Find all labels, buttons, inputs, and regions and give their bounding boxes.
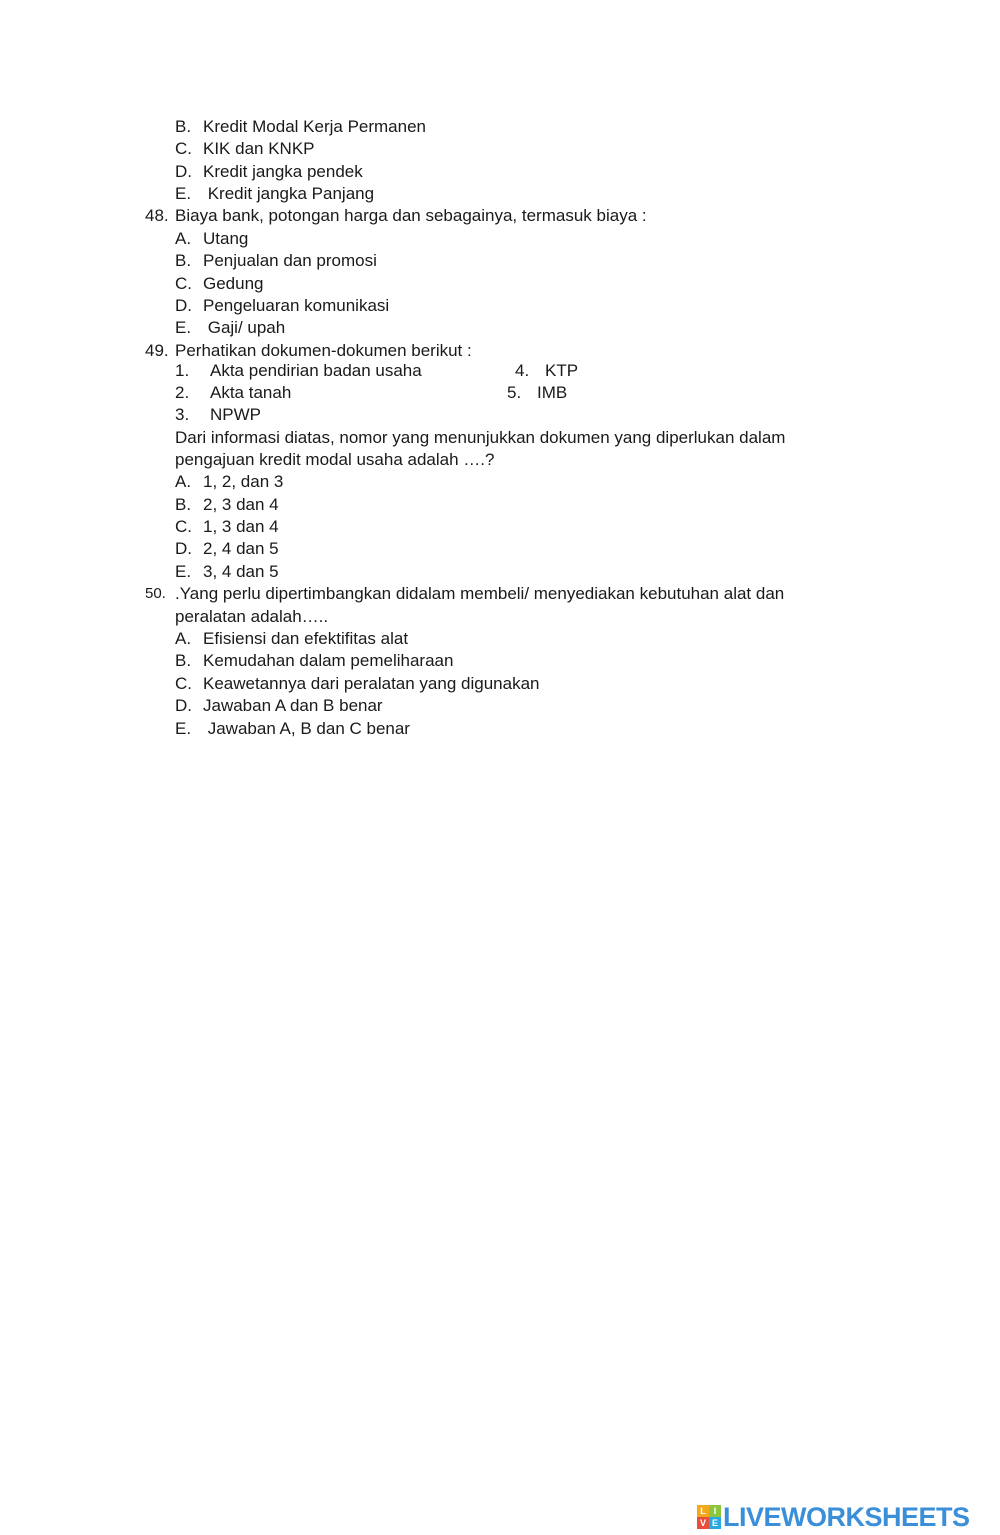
option-text: 3, 4 dan 5 bbox=[203, 562, 279, 581]
option-text: Gaji/ upah bbox=[203, 318, 286, 337]
question-number: 48. bbox=[145, 206, 169, 225]
q48-option-b bbox=[175, 250, 377, 272]
option-letter: B. bbox=[175, 495, 192, 514]
q48-option-a bbox=[175, 228, 248, 250]
option-text: Kredit Modal Kerja Permanen bbox=[203, 117, 427, 136]
option-letter: B. bbox=[175, 651, 192, 670]
question-text: Perhatikan dokumen-dokumen berikut : bbox=[175, 341, 472, 360]
option-text: Kredit jangka pendek bbox=[203, 162, 363, 181]
option-text: Jawaban A, B dan C benar bbox=[203, 719, 410, 738]
option-text: KIK dan KNKP bbox=[203, 139, 315, 158]
q48-option-d bbox=[175, 295, 389, 317]
option-letter: B. bbox=[175, 117, 192, 136]
doc-number: 4. bbox=[515, 361, 530, 380]
question-text: Biaya bank, potongan harga dan sebagainya, termasuk biaya : bbox=[175, 206, 647, 225]
option-text: Jawaban A dan B benar bbox=[203, 696, 383, 715]
logo-tile: E bbox=[709, 1517, 721, 1529]
question-number: 50. bbox=[145, 585, 166, 602]
option-text: 2, 3 dan 4 bbox=[203, 495, 279, 514]
prev-option-b bbox=[175, 116, 426, 138]
option-text: Keawetannya dari peralatan yang digunakan bbox=[203, 674, 540, 693]
doc-text: Akta pendirian badan usaha bbox=[210, 361, 422, 380]
q50-option-b bbox=[175, 650, 453, 672]
option-letter: D. bbox=[175, 296, 192, 315]
option-letter: C. bbox=[175, 517, 192, 536]
q50-option-a bbox=[175, 628, 408, 650]
option-letter: A. bbox=[175, 229, 192, 248]
option-letter: D. bbox=[175, 539, 192, 558]
option-text: Kemudahan dalam pemeliharaan bbox=[203, 651, 454, 670]
q50-option-c bbox=[175, 673, 539, 695]
option-text: Gedung bbox=[203, 274, 264, 293]
option-letter: A. bbox=[175, 629, 192, 648]
option-text: 2, 4 dan 5 bbox=[203, 539, 279, 558]
option-text: Penjualan dan promosi bbox=[203, 251, 377, 270]
option-text: Pengeluaran komunikasi bbox=[203, 296, 390, 315]
q49-doc-2 bbox=[175, 382, 291, 404]
option-letter: B. bbox=[175, 251, 192, 270]
option-letter: C. bbox=[175, 274, 192, 293]
option-letter: C. bbox=[175, 674, 192, 693]
option-text: 1, 2, dan 3 bbox=[203, 472, 284, 491]
doc-number: 5. bbox=[507, 383, 522, 402]
option-letter: E. bbox=[175, 318, 192, 337]
option-text: Utang bbox=[203, 229, 249, 248]
doc-text: KTP bbox=[545, 361, 579, 380]
question-text-line-1: .Yang perlu dipertimbangkan didalam membeli/ menyediakan kebutuhan alat dan bbox=[175, 584, 785, 603]
option-letter: E. bbox=[175, 562, 192, 581]
option-letter: D. bbox=[175, 696, 192, 715]
doc-text: Akta tanah bbox=[210, 383, 292, 402]
doc-number: 1. bbox=[175, 361, 190, 380]
doc-text: IMB bbox=[537, 383, 568, 402]
question-number: 49. bbox=[145, 341, 169, 360]
option-letter: E. bbox=[175, 184, 192, 203]
q48-option-e bbox=[175, 317, 285, 339]
q49-doc-5 bbox=[507, 382, 567, 404]
logo-text: LIVEWORKSHEETS bbox=[723, 1501, 970, 1532]
option-text: Kredit jangka Panjang bbox=[203, 184, 375, 203]
logo-tile: V bbox=[697, 1517, 709, 1529]
doc-text: NPWP bbox=[210, 405, 261, 424]
q49-doc-4 bbox=[515, 360, 578, 382]
q50-option-d bbox=[175, 695, 383, 717]
liveworksheets-logo[interactable] bbox=[697, 1502, 970, 1532]
q49-doc-1 bbox=[175, 360, 422, 382]
q49-option-b bbox=[175, 494, 279, 516]
logo-tiles-icon bbox=[697, 1505, 721, 1529]
prev-option-c bbox=[175, 138, 315, 160]
q49-question-line-2: pengajuan kredit modal usaha adalah ….? bbox=[175, 450, 495, 469]
q48-option-c bbox=[175, 273, 264, 295]
option-letter: D. bbox=[175, 162, 192, 181]
option-letter: C. bbox=[175, 139, 192, 158]
q49-option-c bbox=[175, 516, 279, 538]
q49-question-line-1: Dari informasi diatas, nomor yang menunjukkan dokumen yang diperlukan dalam bbox=[175, 428, 786, 447]
q49-option-e bbox=[175, 561, 279, 583]
option-letter: A. bbox=[175, 472, 192, 491]
q49-option-d bbox=[175, 538, 279, 560]
q50-option-e bbox=[175, 718, 410, 740]
q49-doc-3 bbox=[175, 404, 261, 426]
option-text: Efisiensi dan efektifitas alat bbox=[203, 629, 409, 648]
q50-question-line-2: peralatan adalah….. bbox=[175, 607, 329, 626]
logo-tile: I bbox=[709, 1505, 721, 1517]
q49-option-a bbox=[175, 471, 283, 493]
option-text: 1, 3 dan 4 bbox=[203, 517, 279, 536]
prev-option-d bbox=[175, 161, 363, 183]
logo-tile: L bbox=[697, 1505, 709, 1517]
doc-number: 2. bbox=[175, 383, 190, 402]
option-letter: E. bbox=[175, 719, 192, 738]
doc-number: 3. bbox=[175, 405, 190, 424]
prev-option-e bbox=[175, 183, 374, 205]
